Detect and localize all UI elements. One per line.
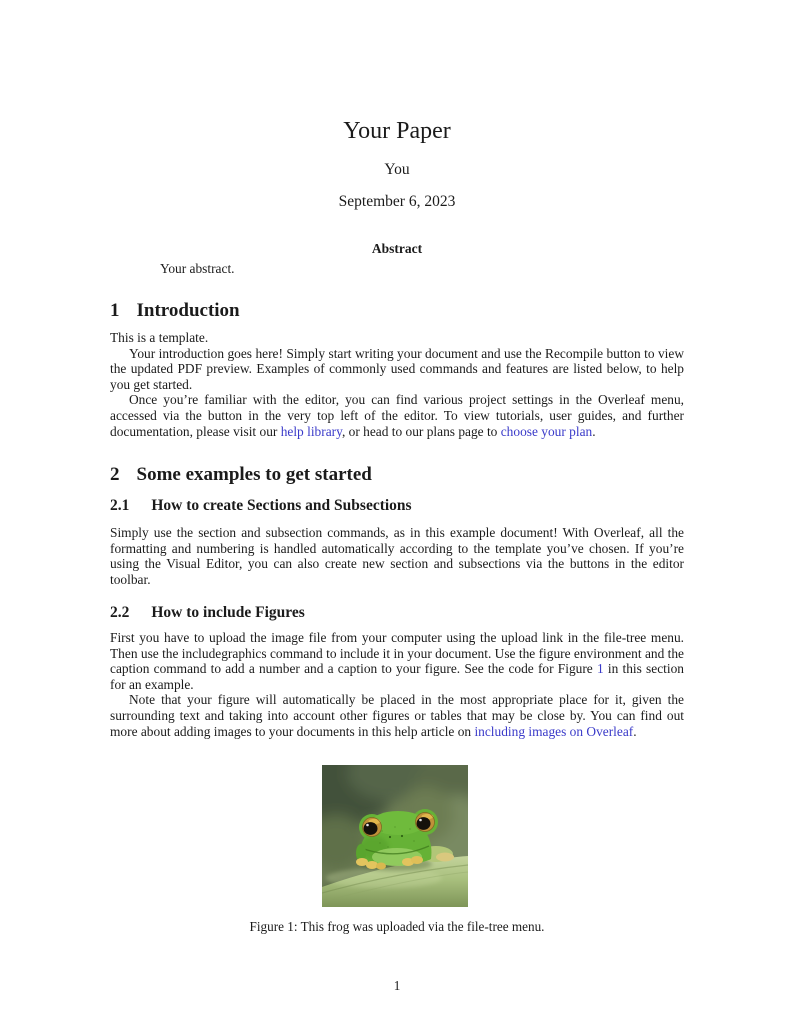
help-library-link[interactable]: help library [280,423,342,439]
subsection-2-2-number: 2.2 [110,604,130,621]
paragraph: Your introduction goes here! Simply start writing your document and use the Recompile button to view the updated PDF preview. Examples of commonly used commands and features are listed below, to help you get started. [110,345,684,392]
paper-author: You [384,161,410,178]
subsection-2-2-body [110,630,684,739]
section-1-heading [110,300,684,323]
frog-photo [322,765,468,907]
section-1-title: Introduction [136,300,240,321]
subsection-2-1-number: 2.1 [110,497,130,514]
paragraph [110,392,684,439]
page-number: 1 [393,978,401,993]
subsection-2-1-title: How to create Sections and Subsections [151,497,412,514]
abstract-heading: Abstract [371,241,423,256]
subsection-2-1-body [110,525,684,587]
frog-left-eye [363,818,382,837]
subsection-2-2-title: How to include Figures [151,604,305,621]
paragraph-text: . [592,423,596,439]
frog-right-eye [416,813,435,832]
paragraph: Simply use the section and subsection commands, as in this example document! With Overleaf, all the formatting and numbering is handled automatically according to the template you’ve chosen. If you’re using the Visual Editor, you can also create new section and subsections via the buttons in the editor toolbar. [110,525,684,587]
paragraph-text: First you have to upload the image file from your computer using the upload link in the file-tree menu. Then use the includegraphics command to include it in your document. Use the figure environment and the caption command to add a number and a caption to your figure. See the code for Figure [110,630,684,677]
section-1-number: 1 [110,300,120,321]
section-2-number: 2 [110,464,120,485]
paper-title: Your Paper [343,118,451,144]
figure-1-reference-link[interactable]: 1 [596,661,604,677]
choose-your-plan-link[interactable]: choose your plan [500,423,593,439]
paragraph [110,692,684,739]
paragraph-text: Once you’re familiar with the editor, you can find various project settings in the Overleaf menu, accessed via the button in the very top left of the editor. To view tutorials, user guides, and further documentation, please visit our [110,392,684,439]
subsection-2-1-heading [110,497,684,516]
including-images-on-overleaf-link[interactable]: including images on Overleaf [474,723,634,739]
figure-caption: Figure 1: This frog was uploaded via the file-tree menu. [249,919,545,934]
section-1-body [110,330,684,439]
paragraph-text: , or head to our plans page to [341,423,501,439]
abstract-text: Your abstract. [160,261,235,276]
paragraph [110,630,684,692]
subsection-2-2-heading [110,604,684,623]
paragraph-text: in this section for an example. [110,661,684,692]
section-2-heading [110,464,684,487]
paper-date: September 6, 2023 [338,193,456,210]
paragraph-text: Note that your figure will automatically be placed in the most appropriate place for it, given the surrounding text and taking into account other figures or tables that may be close by. You can find out more about adding images to your documents in this help article on [110,692,684,739]
paragraph-text: . [633,723,637,739]
section-2-title: Some examples to get started [136,464,372,485]
frog-photo-graphic [322,765,468,907]
paragraph: This is a template. [110,330,209,345]
